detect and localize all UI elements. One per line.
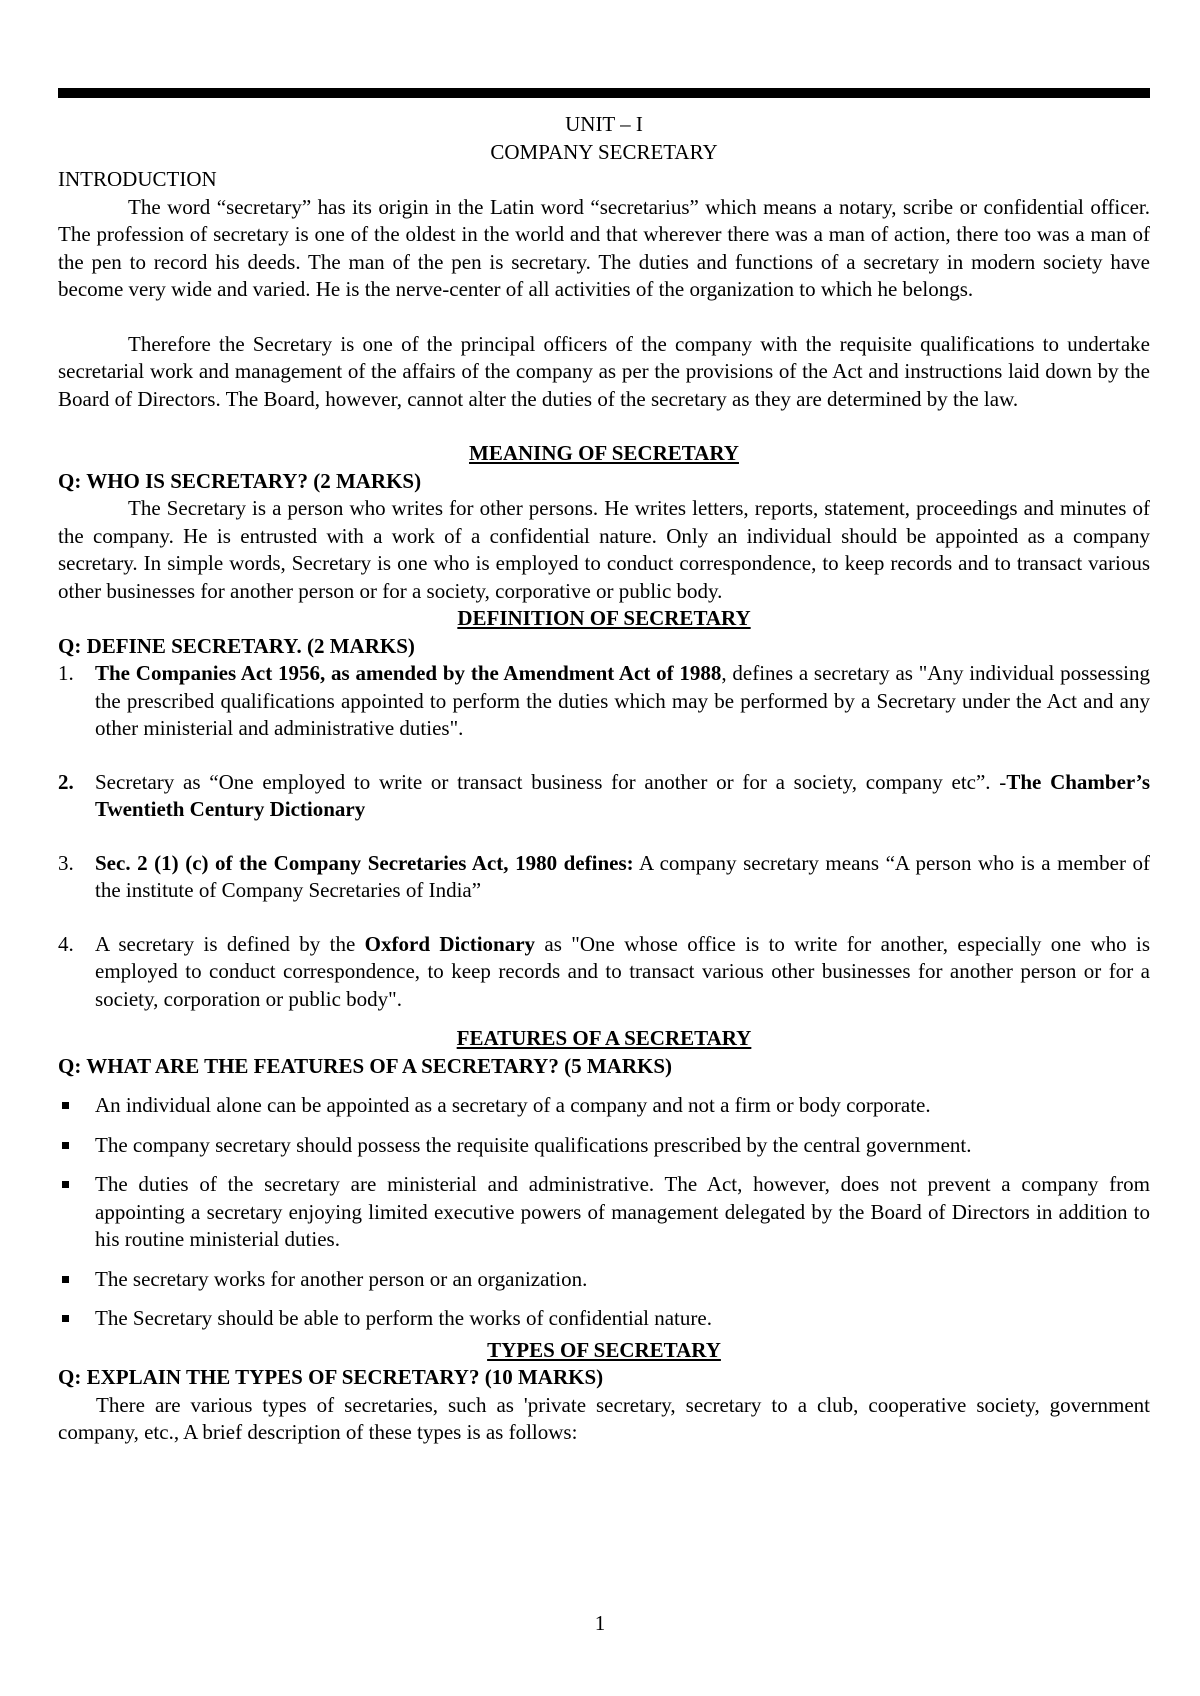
feature-text: The company secretary should possess the requisite qualifications prescribed by the central government. xyxy=(95,1132,972,1157)
list-item xyxy=(58,1132,1150,1160)
definition-item-number: 4. xyxy=(58,931,74,956)
meaning-paragraph xyxy=(58,495,1150,605)
bullet-icon xyxy=(62,1276,69,1283)
definition-question: Q: DEFINE SECRETARY. (2 MARKS) xyxy=(58,633,415,658)
definition-item-text: , defines a secretary as "Any individual possessing the prescribed qualifications appointed to perform the duties which may be performed by a Secretary under the Act and any other ministerial and administrative duties". xyxy=(95,661,1150,740)
list-item xyxy=(58,1266,1150,1294)
features-heading: FEATURES OF A SECRETARY xyxy=(456,1026,752,1050)
page-number: 1 xyxy=(594,1611,606,1635)
top-rule xyxy=(58,88,1150,98)
meaning-question: Q: WHO IS SECRETARY? (2 MARKS) xyxy=(58,468,422,493)
definition-item-text: Secretary as “One employed to write or transact business for another or for a society, company etc”. - xyxy=(95,769,1007,794)
unit-label: UNIT – I xyxy=(565,112,643,136)
meaning-text-a: The Secretary is a person who writes for other persons. He writes letters, reports, statement, proceedings and minutes of the company. He is entrusted with a work of a confidential nature. Only an individual should be appointed as a company secretary xyxy=(58,496,1150,575)
feature-text: An individual alone can be appointed as a secretary of a company and not a firm or body corporate. xyxy=(95,1093,931,1117)
feature-text: The Secretary should be able to perform the works of confidential nature. xyxy=(95,1306,712,1330)
types-paragraph: There are various types of secretaries, such as 'private secretary, secretary to a club, cooperative society, government company, etc., A brief description of these types is as follows: xyxy=(58,1392,1150,1444)
introduction-paragraph-1: The word “secretary” has its origin in the Latin word “secretarius” which means a notary, scribe or confidential officer. The profession of secretary is one of the oldest in the world and that wherever there was a man of action, there too was a man of the pen to record his deeds. The man of the pen is secretary. The duties and functions of a secretary in modern society have become very wide and varied. He is the nerve-center of all activities of the organization to which he belongs. xyxy=(58,194,1150,301)
feature-text: The secretary works for another person or an organization. xyxy=(95,1266,588,1291)
definition-heading: DEFINITION OF SECRETARY xyxy=(457,606,751,630)
definition-item-number: 2. xyxy=(58,769,74,794)
introduction-heading: INTRODUCTION xyxy=(58,167,217,191)
bullet-icon xyxy=(62,1142,69,1149)
definition-item-source: The Companies Act 1956, as amended by the Amendment Act of 1988 xyxy=(95,661,722,685)
document-body xyxy=(58,111,1150,1447)
definition-item-source: Sec. 2 (1) (c) of the Company Secretaries Act, 1980 defines: xyxy=(95,850,634,875)
feature-text: The duties of the secretary are ministerial and administrative. The Act, however, does not prevent a company from appointing a secretary enjoying limited executive powers of management delegated by the Board of Directors in addition to his routine ministerial duties. xyxy=(95,1172,1150,1251)
definition-item-number: 1. xyxy=(58,661,74,685)
document-title: COMPANY SECRETARY xyxy=(490,139,718,164)
definition-item-3 xyxy=(58,850,1150,905)
types-question: Q: EXPLAIN THE TYPES OF SECRETARY? (10 MARKS) xyxy=(58,1365,604,1389)
list-item xyxy=(58,1305,1150,1333)
introduction-paragraph-2: Therefore the Secretary is one of the principal officers of the company with the requisite qualifications to undertake secretarial work and management of the affairs of the company as per the provisions of the Act and instructions laid down by the Board of Directors. The Board, however, cannot alter the duties of the secretary as they are determined by the law. xyxy=(58,331,1150,411)
definition-item-source: Oxford Dictionary xyxy=(364,931,536,956)
bullet-icon xyxy=(62,1181,69,1188)
definition-item-source: The Chamber’s Twentieth Century Dictionary xyxy=(95,769,1150,821)
meaning-text-b: . In simple words, Secretary is one who is employed to conduct correspondence, to keep records and to transact various other businesses for another person or for a society, corporative or public body. xyxy=(58,551,1150,603)
definition-item-text-pre: A secretary is defined by the xyxy=(95,931,365,956)
bullet-icon xyxy=(62,1315,69,1322)
definition-item-1 xyxy=(58,660,1150,743)
bullet-icon xyxy=(62,1102,69,1109)
definition-item-2 xyxy=(58,769,1150,824)
meaning-heading: MEANING OF SECRETARY xyxy=(469,441,739,465)
definition-item-text: as "One whose office is to write for another, especially one who is employed to conduct correspondence, to keep records and to transact various other businesses for another person or for a society, corporation or public body". xyxy=(95,931,1150,1011)
definition-item-number: 3. xyxy=(58,850,74,875)
features-question: Q: WHAT ARE THE FEATURES OF A SECRETARY? (5 MARKS) xyxy=(58,1053,672,1078)
list-item xyxy=(58,1092,1150,1120)
list-item xyxy=(58,1171,1150,1254)
features-list xyxy=(58,1092,1150,1333)
definition-item-4 xyxy=(58,931,1150,1014)
types-heading: TYPES OF SECRETARY xyxy=(487,1337,721,1362)
definition-item-text: A company secretary means “A person who is a member of the institute of Company Secretaries of India” xyxy=(95,850,1150,902)
